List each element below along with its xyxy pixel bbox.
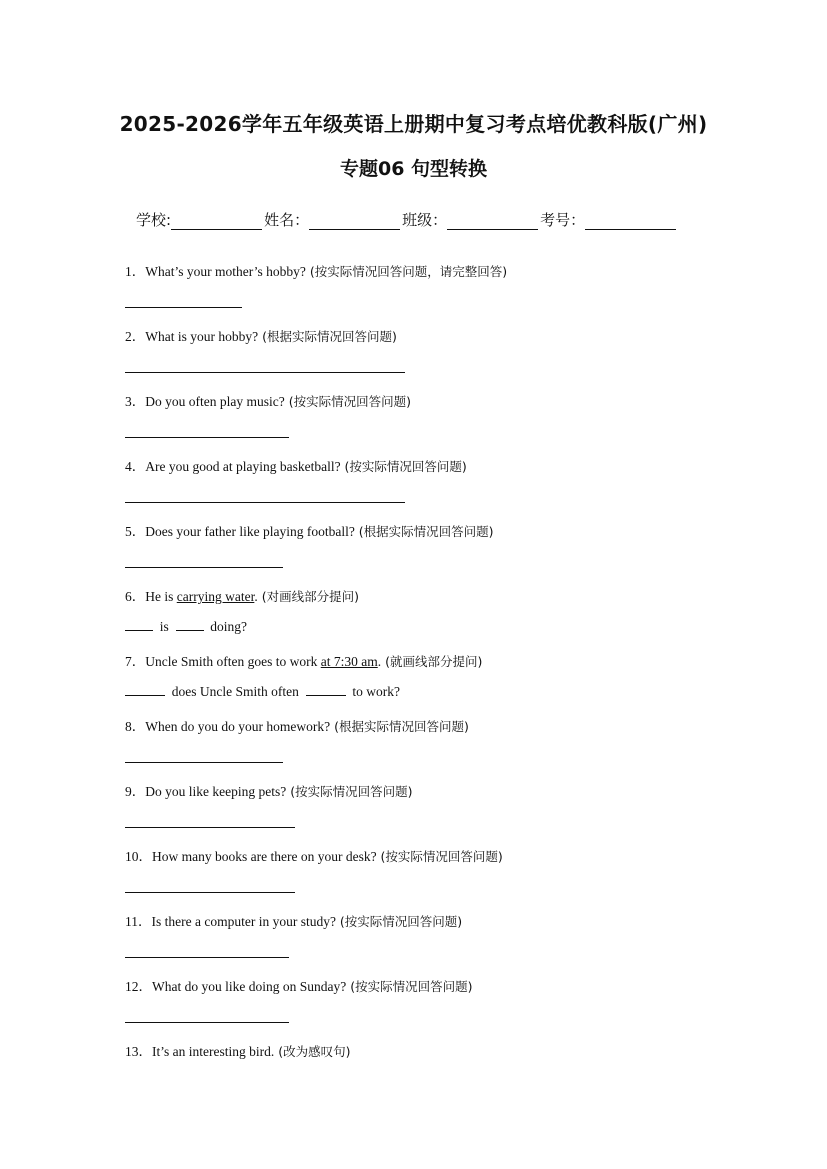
answer-line-9[interactable]: [125, 827, 295, 828]
question-text: What is your hobby?: [145, 329, 259, 344]
answer-line-8[interactable]: [125, 762, 283, 763]
question-11: [125, 910, 462, 930]
school-blank[interactable]: [171, 213, 262, 230]
answer-line-5[interactable]: [125, 567, 283, 568]
answer-line-12[interactable]: [125, 1022, 289, 1023]
answer-line-3[interactable]: [125, 437, 289, 438]
question-number: 3．: [125, 394, 146, 409]
question-text: Do you often play music?: [145, 394, 285, 409]
question-number: 11．: [125, 914, 152, 929]
question-instruction: (按实际情况回答问题): [376, 849, 503, 864]
name-blank[interactable]: [309, 213, 400, 230]
fill-row-text: doing?: [210, 619, 248, 634]
question-instruction: (按实际情况回答问题): [286, 784, 413, 799]
question-number: 6．: [125, 589, 146, 604]
name-label: 姓名：: [264, 211, 310, 229]
question-instruction: (根据实际情况回答问题): [258, 329, 397, 344]
underlined-phrase: at 7:30 am: [320, 654, 378, 669]
fill-row-text: to work?: [352, 684, 400, 699]
document-title: 2025-2026学年五年级英语上册期中复习考点培优教科版(广州): [119, 112, 708, 136]
answer-line-2[interactable]: [125, 372, 405, 373]
fill-row-text: is: [159, 619, 169, 634]
class-label: 班级：: [402, 211, 448, 229]
question-number: 2．: [125, 329, 146, 344]
question-number: 7．: [125, 654, 146, 669]
fill-blank[interactable]: [306, 683, 346, 696]
question-text: What do you like doing on Sunday?: [152, 979, 347, 994]
question-8: [125, 715, 469, 735]
answer-line-1[interactable]: [125, 307, 242, 308]
fill-blank[interactable]: [125, 683, 165, 696]
question-instruction: (就画线部分提问): [381, 654, 483, 669]
fill-blank[interactable]: [125, 618, 153, 631]
question-number: 8．: [125, 719, 146, 734]
question-text-end: .: [254, 589, 258, 604]
question-text: Does your father like playing football?: [145, 524, 355, 539]
question-9: [125, 780, 412, 800]
question-text: What’s your mother’s hobby?: [145, 264, 306, 279]
question-text: Do you like keeping pets?: [145, 784, 287, 799]
student-info-row: [136, 209, 678, 230]
question-6: [125, 585, 359, 605]
question-text-end: .: [377, 654, 382, 669]
question-number: 4．: [125, 459, 146, 474]
question-5: [125, 520, 494, 540]
question-3: [125, 390, 411, 410]
question-number: 12．: [125, 979, 152, 994]
exam-number-label: 考号：: [540, 211, 586, 229]
question-instruction: (对画线部分提问): [257, 589, 359, 604]
question-12: [125, 975, 472, 995]
question-13: [125, 1040, 350, 1060]
answer-line-10[interactable]: [125, 892, 295, 893]
fill-blank[interactable]: [176, 618, 204, 631]
question-text: When do you do your homework?: [145, 719, 331, 734]
question-1: [125, 260, 507, 280]
question-number: 10．: [125, 849, 152, 864]
school-label: 学校:: [136, 211, 172, 229]
question-number: 13．: [125, 1044, 152, 1059]
question-2: [125, 325, 397, 345]
document-subtitle: 专题06 句型转换: [339, 158, 488, 180]
question-text: How many books are there on your desk?: [152, 849, 377, 864]
question-7: [125, 650, 482, 670]
question-instruction: (按实际情况回答问题): [335, 914, 463, 929]
question-number: 1．: [125, 264, 146, 279]
question-text: Are you good at playing basketball?: [145, 459, 341, 474]
question-instruction: (按实际情况回答问题，请完整回答): [305, 264, 508, 279]
underlined-phrase: carrying water: [176, 589, 255, 604]
question-instruction: (按实际情况回答问题): [284, 394, 411, 409]
question-instruction: (根据实际情况回答问题): [354, 524, 494, 539]
question-instruction: (按实际情况回答问题): [346, 979, 473, 994]
answer-line-11[interactable]: [125, 957, 289, 958]
question-instruction: (根据实际情况回答问题): [330, 719, 469, 734]
question-number: 9．: [125, 784, 146, 799]
question-text: Uncle Smith often goes to work: [145, 654, 321, 669]
question-instruction: (改为感叹句): [274, 1044, 351, 1059]
question-text: Is there a computer in your study?: [151, 914, 336, 929]
fill-row-6: [125, 618, 247, 635]
question-number: 5．: [125, 524, 146, 539]
question-4: [125, 455, 467, 475]
question-instruction: (按实际情况回答问题): [340, 459, 467, 474]
class-blank[interactable]: [447, 213, 538, 230]
question-10: [125, 845, 503, 865]
question-text: It’s an interesting bird.: [152, 1044, 275, 1059]
exam-number-blank[interactable]: [585, 213, 676, 230]
fill-row-7: [125, 683, 400, 700]
answer-line-4[interactable]: [125, 502, 405, 503]
question-text: He is: [145, 589, 177, 604]
fill-row-text: does Uncle Smith often: [171, 684, 299, 699]
